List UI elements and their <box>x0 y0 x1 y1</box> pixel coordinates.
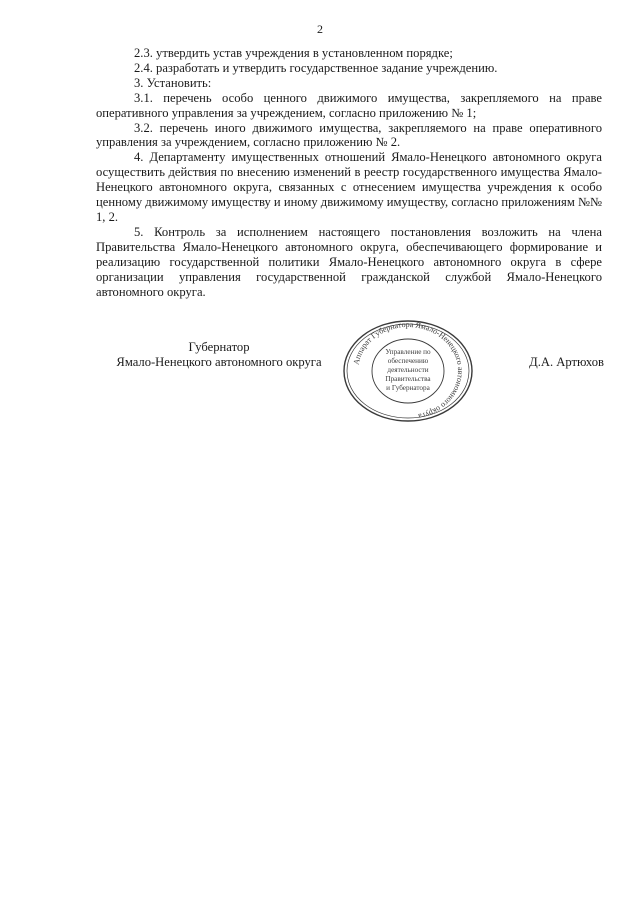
paragraph-3: 3. Установить: <box>134 75 212 90</box>
paragraph-3-2: 3.2. перечень иного движимого имущества, закрепляемого на праве оперативного управления за учреждением, согласно приложению № 2. <box>96 120 602 150</box>
paragraph-3-1: 3.1. перечень особо ценного движимого имущества, закрепляемого на праве оперативного управления за учреждением, согласно приложению № 1; <box>96 90 602 120</box>
official-seal <box>338 318 478 424</box>
seal-outer-text-path: Аппарат Губернатора Ямало-Ненецкого автономного округа <box>351 319 466 422</box>
paragraph-2-4: 2.4. разработать и утвердить государственное задание учреждению. <box>134 60 498 75</box>
seal-line-2: обеспечению <box>387 357 429 365</box>
seal-line-1: Управление по <box>385 348 431 356</box>
seal-line-3: деятельности <box>387 366 429 374</box>
seal-outer-text <box>352 320 466 421</box>
paragraph-2-3: 2.3. утвердить устав учреждения в установленном порядке; <box>134 46 453 60</box>
paragraph-5: 5. Контроль за исполнением настоящего постановления возложить на члена Правительства Ямало-Ненецкого автономного округа, обеспечивающего формирование и реализацию государственной политики Ямало-Ненецкого автономного округа в сфере организации управления государственной гражданской службой Ямало-Ненецкого автономного округа. <box>96 224 602 299</box>
signatory-organization: Ямало-Ненецкого автономного округа <box>116 355 322 369</box>
signatory-name: Д.А. Артюхов <box>529 355 604 369</box>
seal-line-5: и Губернатора <box>386 384 430 392</box>
seal-line-4: Правительства <box>385 375 431 383</box>
paragraph-4: 4. Департаменту имущественных отношений Ямало-Ненецкого автономного округа осуществить действия по внесению изменений в реестр государственного имущества Ямало-Ненецкого автономного округа, связанных с отнесением имущества учреждения к особо ценному движимому имуществу и иному движимому имуществу, согласно приложениям №№ 1, 2. <box>96 150 602 224</box>
page-number: 2 <box>317 22 323 36</box>
signatory-title: Губернатор <box>188 340 250 354</box>
document-body <box>96 46 602 299</box>
